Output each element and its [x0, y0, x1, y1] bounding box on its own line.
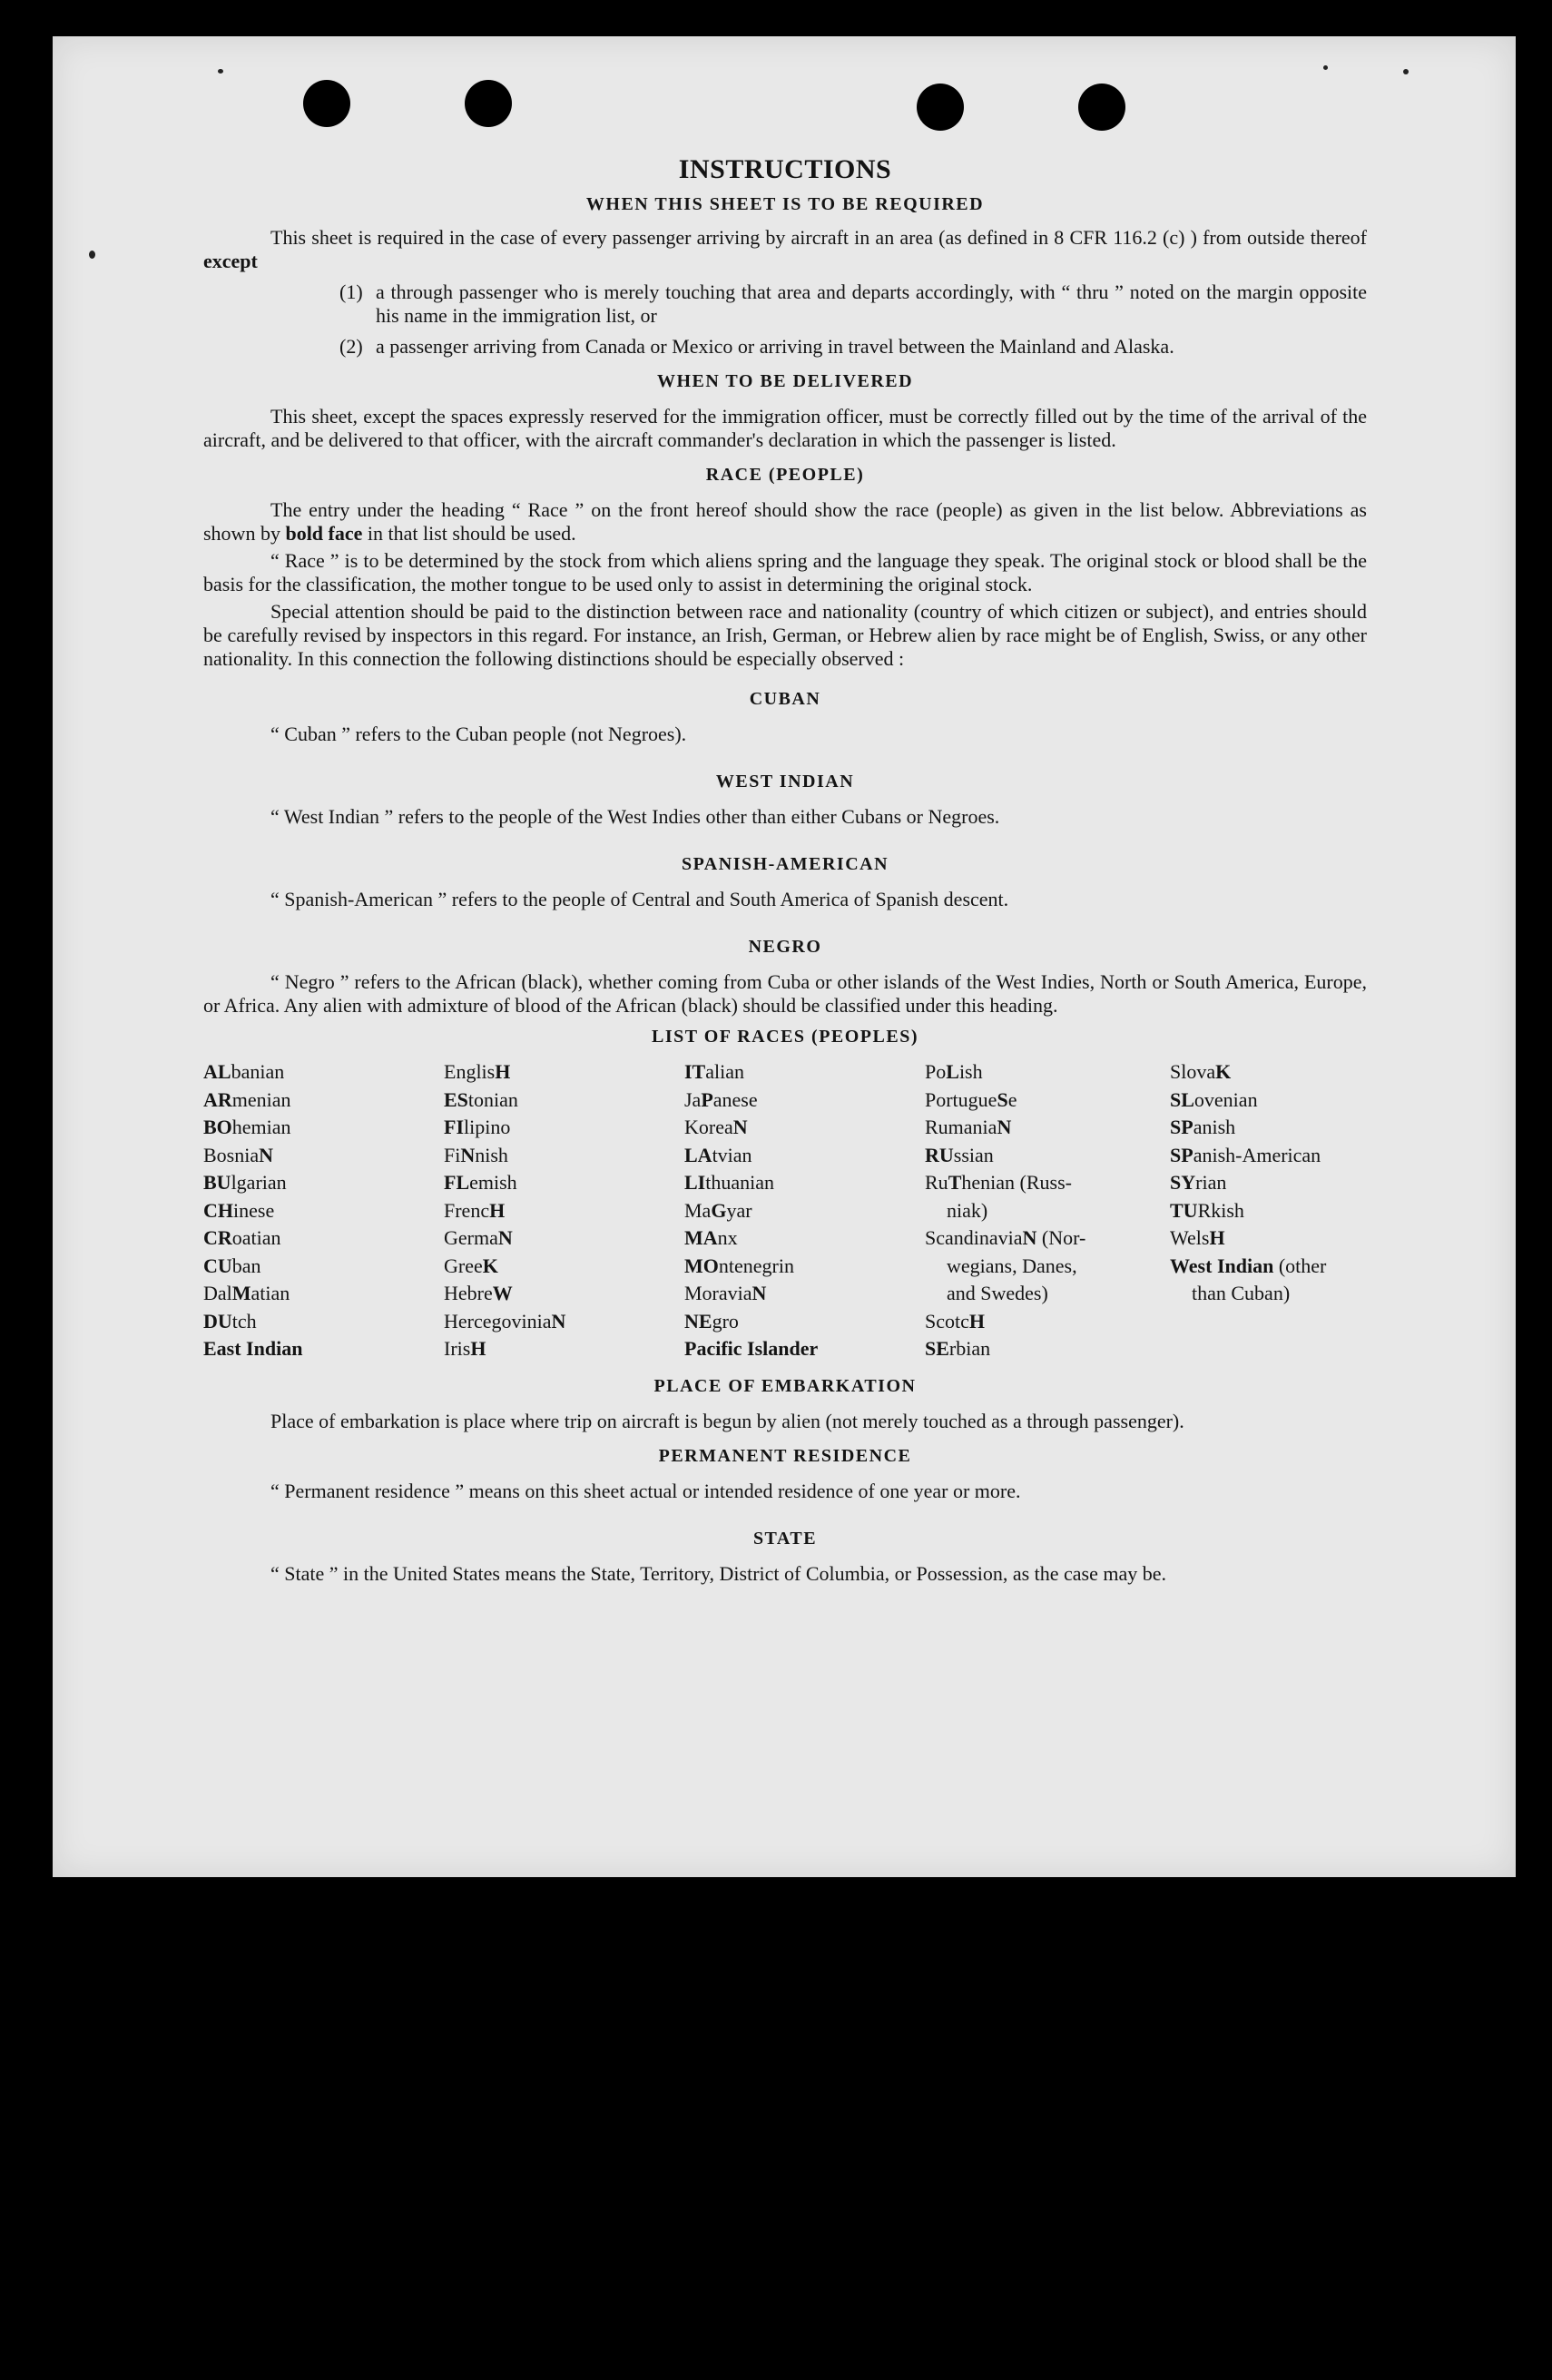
- list-item: [339, 335, 1367, 359]
- race-entry: and Swedes): [947, 1282, 1048, 1304]
- race-entry: BOhemian: [203, 1116, 291, 1138]
- negro-text: “ Negro ” refers to the African (black), whether coming from Cuba or other islands of the West Indies, North or South America, Europe, or Africa. Any alien with admixture of blood of the African (black) should be classified under this heading.: [203, 970, 1367, 1017]
- race-entry: HebreW: [444, 1282, 513, 1304]
- race-paragraph-1: The entry under the heading “ Race ” on the front hereof should show the race (people) as given in the list below. Abbreviations as shown by bold face in that list should be used.: [203, 498, 1367, 545]
- race-entry: LIthuanian: [684, 1171, 775, 1194]
- race-entry: wegians, Danes,: [947, 1254, 1077, 1277]
- section-heading-west-indian: WEST INDIAN: [715, 772, 855, 792]
- race-entry: PortugueSe: [925, 1087, 1017, 1111]
- punch-hole: [917, 84, 964, 131]
- paper-speck: [218, 69, 223, 74]
- document-sheet: [53, 36, 1516, 1877]
- race-entry: FLemish: [444, 1171, 517, 1194]
- race-entry: BosniaN: [203, 1143, 274, 1166]
- race-entry: DUtch: [203, 1309, 257, 1333]
- punch-hole: [1078, 84, 1125, 131]
- page-title: INSTRUCTIONS: [678, 154, 892, 184]
- race-column: [684, 1058, 925, 1363]
- item-text: a passenger arriving from Canada or Mexico or arriving in travel between the Mainland and Alaska.: [376, 335, 1174, 358]
- race-column: [444, 1058, 684, 1363]
- paper-speck: [89, 251, 95, 259]
- race-entry: ITalian: [684, 1060, 745, 1083]
- section-heading-spanish-american: SPANISH-AMERICAN: [681, 854, 889, 874]
- cuban-text: “ Cuban ” refers to the Cuban people (not Negroes).: [270, 723, 687, 745]
- race-entry: NEgro: [684, 1309, 739, 1333]
- race-entry: BUlgarian: [203, 1171, 287, 1194]
- race-entry: LAtvian: [684, 1143, 752, 1166]
- punch-hole: [303, 80, 350, 127]
- race-entry: than Cuban): [1192, 1282, 1291, 1304]
- residence-text: “ Permanent residence ” means on this sheet actual or intended residence of one year or more.: [270, 1479, 1021, 1502]
- west-indian-text: “ West Indian ” refers to the people of the West Indies other than either Cubans or Negroes.: [270, 805, 1000, 828]
- item-number: (1): [339, 280, 363, 303]
- race-entry: MaGyar: [684, 1198, 752, 1222]
- race-entry: niak): [947, 1198, 988, 1222]
- race-entry: GermaN: [444, 1226, 513, 1249]
- race-entry: TURkish: [1170, 1198, 1244, 1222]
- race-entry: MAnx: [684, 1226, 738, 1249]
- race-entry: PoLish: [925, 1060, 983, 1083]
- race-entry: RuThenian (Russ-: [925, 1171, 1072, 1194]
- section-heading-state: STATE: [752, 1528, 818, 1549]
- race-entry: HercegoviniaN: [444, 1309, 566, 1333]
- race-entry: SlovaK: [1170, 1060, 1232, 1083]
- list-item: [339, 280, 1367, 328]
- race-entry: FIlipino: [444, 1116, 511, 1138]
- race-entry: CUban: [203, 1254, 261, 1277]
- race-entry: FiNnish: [444, 1143, 508, 1166]
- state-text: “ State ” in the United States means the State, Territory, District of Columbia, or Possession, as the case may be.: [270, 1561, 1167, 1585]
- race-entry: West Indian (other: [1170, 1254, 1327, 1277]
- punch-hole: [465, 80, 512, 127]
- section-heading-race: RACE (PEOPLE): [705, 465, 865, 485]
- race-entry: CHinese: [203, 1198, 275, 1222]
- race-entry: FrencH: [444, 1198, 506, 1222]
- race-entry: MOntenegrin: [684, 1254, 794, 1277]
- race-column: [1170, 1058, 1367, 1363]
- race-entry: SLovenian: [1170, 1087, 1258, 1111]
- race-entry: ALbanian: [203, 1060, 285, 1083]
- race-entry: EStonian: [444, 1087, 518, 1111]
- race-entry: WelsH: [1170, 1226, 1225, 1249]
- spanish-american-text: “ Spanish-American ” refers to the people of Central and South America of Spanish descent.: [270, 888, 1009, 910]
- section-heading-delivered: WHEN TO BE DELIVERED: [656, 371, 914, 391]
- race-entry: RUssian: [925, 1143, 994, 1166]
- race-entry: SPanish: [1170, 1116, 1236, 1138]
- instructions-content: [203, 154, 1367, 1586]
- race-entry: MoraviaN: [684, 1282, 767, 1304]
- item-text: a through passenger who is merely touching that area and departs accordingly, with “ thru ” noted on the margin opposite his name in the immigration list, or: [376, 280, 1367, 327]
- races-table: [203, 1058, 1367, 1363]
- section-heading-cuban: CUBAN: [749, 689, 821, 709]
- section-heading-residence: PERMANENT RESIDENCE: [658, 1445, 912, 1466]
- paper-speck: [1403, 69, 1409, 74]
- race-entry: JaPanese: [684, 1087, 758, 1111]
- race-entry: SErbian: [925, 1337, 991, 1360]
- race-column: [925, 1058, 1170, 1363]
- embarkation-text: Place of embarkation is place where trip on aircraft is begun by alien (not merely touched as a through passenger).: [270, 1409, 1184, 1432]
- delivered-text: This sheet, except the spaces expressly reserved for the immigration officer, must be correctly filled out by the time of the arrival of the aircraft, and be delivered to that officer, with the aircraft commander's declaration in which the passenger is listed.: [203, 405, 1367, 451]
- race-entry: ScandinaviaN (Nor-: [925, 1226, 1086, 1249]
- race-entry: KoreaN: [684, 1116, 748, 1138]
- race-entry: IrisH: [444, 1337, 486, 1360]
- race-paragraph-3: Special attention should be paid to the distinction between race and nationality (country of which citizen or subject), and entries should be carefully revised by inspectors in this regard. For instance, an Irish, German, or Hebrew alien by race might be of English, Swiss, or any other nationality. In this connection the following distinctions should be especially observed :: [203, 600, 1367, 670]
- race-entry: CRoatian: [203, 1226, 281, 1249]
- item-number: (2): [339, 335, 363, 358]
- race-entry: East Indian: [203, 1337, 303, 1360]
- race-entry: EnglisH: [444, 1060, 511, 1083]
- race-entry: ScotcH: [925, 1309, 986, 1333]
- paper-speck: [1323, 65, 1328, 70]
- race-entry: SYrian: [1170, 1171, 1227, 1194]
- section-heading-embarkation: PLACE OF EMBARKATION: [653, 1375, 917, 1396]
- race-entry: DalMatian: [203, 1282, 290, 1304]
- section-heading-negro: NEGRO: [748, 937, 822, 957]
- race-entry: GreeK: [444, 1254, 498, 1277]
- race-entry: Pacific Islander: [684, 1337, 819, 1360]
- race-entry: RumaniaN: [925, 1116, 1012, 1138]
- race-paragraph-2: “ Race ” is to be determined by the stock from which aliens spring and the language they speak. The original stock or blood shall be the basis for the classification, the mother tongue to be used only to assist in determining the original stock.: [203, 549, 1367, 595]
- race-column: [203, 1058, 444, 1363]
- section-heading-required: WHEN THIS SHEET IS TO BE REQUIRED: [585, 194, 985, 214]
- section-heading-list-of-races: LIST OF RACES (PEOPLES): [651, 1027, 918, 1047]
- required-intro: This sheet is required in the case of every passenger arriving by aircraft in an area (as defined in 8 CFR 116.2 (c) ) from outside thereof except: [203, 226, 1367, 272]
- race-entry: SPanish-American: [1170, 1143, 1321, 1166]
- race-entry: ARmenian: [203, 1087, 291, 1111]
